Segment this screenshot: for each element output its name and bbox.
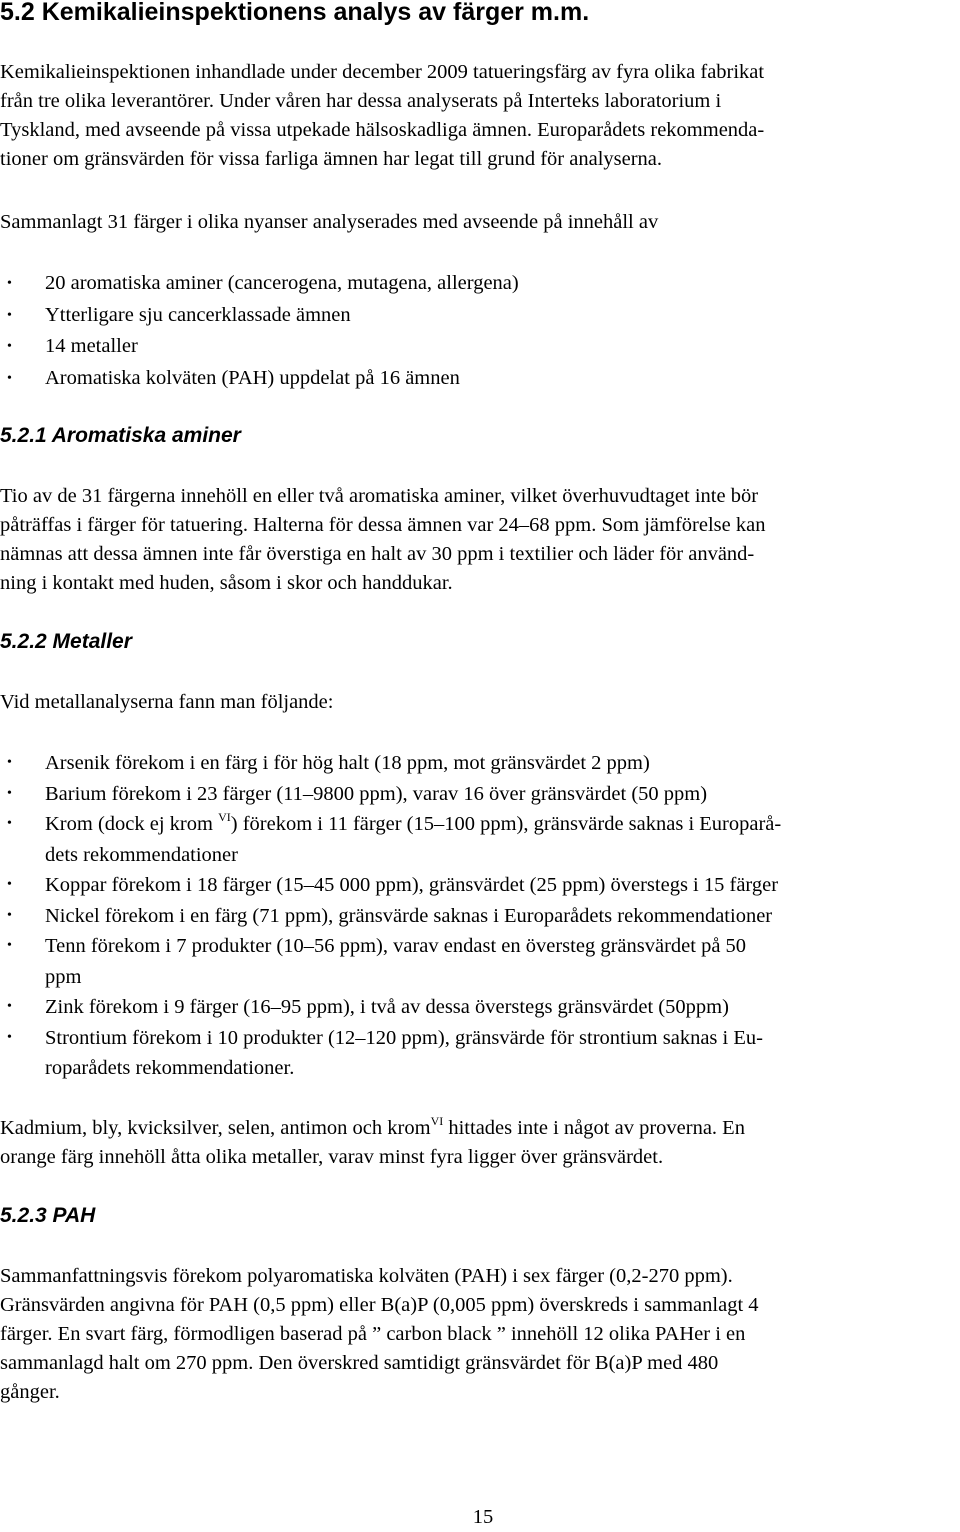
bullet-icon: • <box>7 339 12 354</box>
analysis-list <box>0 268 960 394</box>
bullet-icon: • <box>7 816 12 831</box>
bullet-icon: • <box>7 938 12 953</box>
list-item: • Arsenik förekom i en färg i för hög halt (18 ppm, mot gränsvärdet 2 ppm) <box>0 748 960 779</box>
intro-line: Tyskland, med avseende på vissa utpekade hälsoskadliga ämnen. Europarådets rekommenda- <box>0 119 765 141</box>
metals-heading: 5.2.2 Metaller <box>0 630 132 653</box>
bullet-icon: • <box>7 370 12 386</box>
list-item: • 14 metaller <box>0 331 960 363</box>
list-item: • 20 aromatiska aminer (cancerogena, mutagena, allergena) <box>0 268 960 300</box>
list-item: • Ytterligare sju cancerklassade ämnen <box>0 300 960 332</box>
intro-line: tioner om gränsvärden för vissa farliga ämnen har legat till grund för analyserna. <box>0 148 663 170</box>
bullet-icon: • <box>7 755 12 770</box>
amines-heading: 5.2.1 Aromatiska aminer <box>0 424 241 447</box>
bullet-icon: • <box>7 999 12 1014</box>
list-item: • Nickel förekom i en färg (71 ppm), gränsvärde saknas i Europarådets rekommendationer <box>0 901 960 932</box>
bullet-icon: • <box>7 785 12 801</box>
page-number: 15 <box>472 1506 494 1528</box>
list-item: • Zink förekom i 9 färger (16–95 ppm), i två av dessa överstegs gränsvärdet (50ppm) <box>0 992 960 1023</box>
list-item: • Aromatiska kolväten (PAH) uppdelat på 16 ämnen <box>0 363 960 395</box>
list-item: • Tenn förekom i 7 produkter (10–56 ppm), varav endast en översteg gränsvärdet på 50 ppm <box>0 931 960 992</box>
section-title: 5.2 Kemikalieinspektionens analys av färger m.m. <box>0 0 590 26</box>
intro-line: från tre olika leverantörer. Under våren har dessa analyserats på Interteks laboratorium i <box>0 90 722 112</box>
list-item: • Koppar förekom i 18 färger (15–45 000 ppm), gränsvärdet (25 ppm) överstegs i 15 färger <box>0 870 960 901</box>
pah-paragraph: Sammanfattningsvis förekom polyaromatiska kolväten (PAH) i sex färger (0,2-270 ppm). Gränsvärden angivna för PAH (0,5 ppm) eller B(a)P (0,005 ppm) överskreds i sammanlagt 4 färger. En svart färg, förmodligen baserad på ” carbon black ” innehöll 12 olika PAHer i en sammanlagd halt om 270 ppm. Den överskred samtidigt gränsvärdet för B(a)P med 480 gånger. <box>0 1265 759 1403</box>
amines-paragraph: Tio av de 31 färgerna innehöll en eller två aromatiska aminer, vilket överhuvudtaget inte bör påträffas i färger för tatuering. Halterna för dessa ämnen var 24–68 ppm. Som jämförelse kan nämnas att dessa ämnen inte får överstiga en halt av 30 ppm i textilier och läder för använd- ning i kontakt med huden, såsom i skor och handdukar. <box>0 485 766 594</box>
bullet-icon: • <box>7 307 12 323</box>
metals-intro: Vid metallanalyserna fann man följande: <box>0 691 334 713</box>
summary-paragraph: Sammanlagt 31 färger i olika nyanser analyserades med avseende på innehåll av <box>0 211 659 233</box>
bullet-icon: • <box>7 907 12 923</box>
list-item: • Strontium förekom i 10 produkter (12–120 ppm), gränsvärde för strontium saknas i Eu- roparådets rekommendationer. <box>0 1023 960 1084</box>
metals-closing: Kadmium, bly, kvicksilver, selen, antimon och krom$^{VI}$ hittades inte i något av proverna. En orange färg innehöll åtta olika metaller, varav minst fyra ligger över gränsvärdet. <box>0 1114 745 1168</box>
intro-line: Kemikalieinspektionen inhandlade under december 2009 tatueringsfärg av fyra olika fabrikat <box>0 61 765 83</box>
list-item: • Krom (dock ej krom $^{VI}$) förekom i 11 färger (15–100 ppm), gränsvärde saknas i Europarå- dets rekommendationer <box>7 810 782 866</box>
bullet-icon: • <box>7 276 12 291</box>
bullet-icon: • <box>7 1029 12 1045</box>
pah-heading: 5.2.3 PAH <box>0 1204 96 1227</box>
bullet-icon: • <box>7 877 12 892</box>
metals-list <box>0 748 960 1084</box>
intro-paragraph <box>0 58 956 174</box>
list-item: • Barium förekom i 23 färger (11–9800 ppm), varav 16 över gränsvärdet (50 ppm) <box>0 779 960 810</box>
